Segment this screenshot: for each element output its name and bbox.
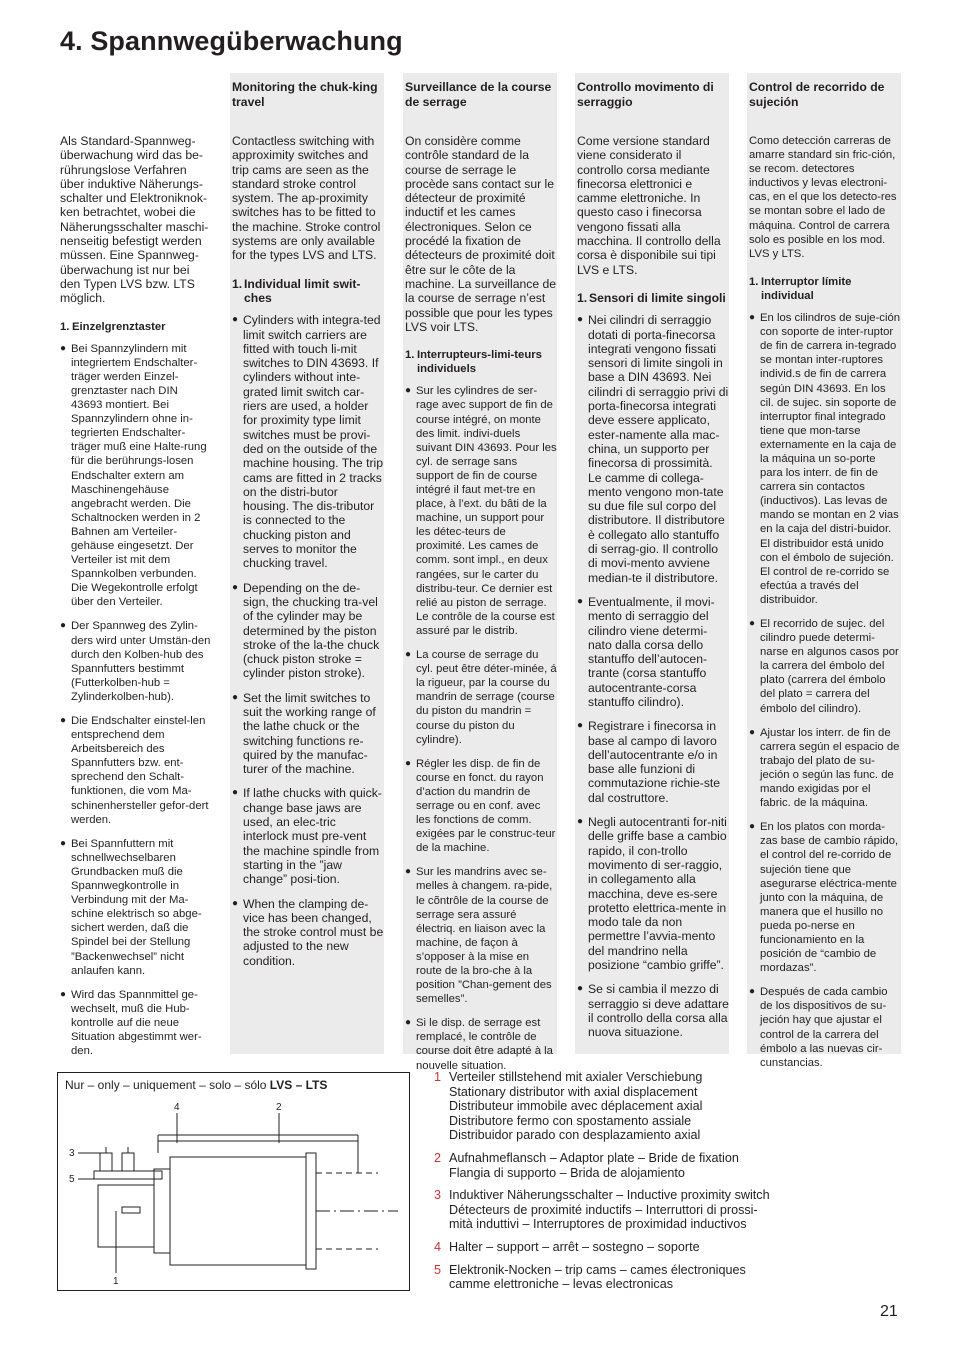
section-number: 1. xyxy=(405,349,415,362)
section-number: 1. xyxy=(60,320,70,333)
legend-number: 4 xyxy=(434,1239,442,1254)
figure-caption: Nur – only – uniquement – solo – sólo LVS – LTS xyxy=(65,1078,328,1092)
column-intro: Als Standard-Spannweg-überwachung wird das be-rührungslose Verfahren über induktive Näherungs-schalter und Elektroniknok-ken betrachtet, wobei die Näherungsschalter maschi-nenseitig befestigt werden müssen. Eine Spannweg-überwachung ist nur bei den Typen LVS bzw. LTS möglich. xyxy=(60,134,209,306)
legend-number: 5 xyxy=(434,1262,442,1277)
legend-item xyxy=(434,1070,814,1143)
bullet-item: ● Régler les disp. de fin de course en fonct. du rayon d’action du mandrin de serrage ou en conf. avec les fonctions de comm. exigées par le construc-teur de la machine. xyxy=(405,757,557,856)
bullet-item: ● Sur les mandrins avec se-melles à changem. ra-pide, le cõntrôle de la course de serrage sera assuré électriq. en liaison avec la machine, de façon à s’opposer à la mise en route de la bro-che à la position ”Chan-gement des semelles”. xyxy=(405,865,557,1006)
legend-number: 2 xyxy=(434,1150,442,1165)
callout-4: 4 xyxy=(174,1102,180,1113)
bullet-item: ● Bei Spannfuttern mit schnellwechselbaren Grundbacken muß die Spannwegkontrolle in Verbindung mit der Ma-schine elektrisch so abge-sichert werden, daß die Spindel bei der Stellung ”Backenwechsel” nicht anlaufen kann. xyxy=(60,837,212,978)
section-number: 1. xyxy=(749,275,759,288)
bullet-item: ● If lathe chucks with quick-change base jaws are used, an elec-tric interlock must pre-vent the machine spindle from starting in the ”jaw change” posi-tion. xyxy=(232,786,384,886)
bullet-item: ● Wird das Spannmittel ge-wechselt, muß die Hub-kontrolle auf die neue Situation abgestimmt wer-den. xyxy=(60,988,212,1058)
bullet-item: ● Se si cambia il mezzo di serraggio si deve adattare il controllo della corsa alla nuova situazione. xyxy=(577,982,729,1039)
column-heading: Surveillance de la course de serrage xyxy=(405,80,552,109)
callout-5: 5 xyxy=(69,1174,75,1185)
bullet-item: ● Registrare i finecorsa in base al campo di lavoro dell’autocentrante e/o in base alle funzioni di commutazione richie-ste dal costruttore. xyxy=(577,719,729,805)
legend-line: Halter – support – arrêt – sostegno – soporte xyxy=(449,1239,700,1254)
bullet-item: ● When the clamping de-vice has been changed, the stroke control must be adjusted to the new condition. xyxy=(232,897,384,968)
legend-item xyxy=(434,1151,814,1180)
legend-line: mità induttivi – Interruptores de proximidad inductivos xyxy=(449,1217,747,1232)
column-spanish xyxy=(747,73,901,1069)
legend-number: 1 xyxy=(434,1070,442,1084)
bullet-item: ● La course de serrage du cyl. peut être déter-minée, á la rigueur, par la course du mandrin de serrage (course du piston du mandrin = course du piston du cylindre). xyxy=(405,648,557,747)
section-title: Individual limit swit-ches xyxy=(244,276,361,305)
column-intro: On considère comme contrôle standard de la course de serrage le procède sans contact sur le détecteur de proximité inductif et les cames électroniques. Selon ce procédé la fixation de détecteurs de proximité doit être sur le côte de la machine. La surveillance de la course de serrage n’est possible que pour les types LVS voir LTS. xyxy=(405,134,557,334)
legend-number: 3 xyxy=(434,1188,442,1203)
legend-item xyxy=(434,1263,814,1292)
legend-line: Distributeur immobile avec déplacement axial xyxy=(449,1099,703,1114)
bullet-item: ● Depending on the de-sign, the chucking tra-vel of the cylinder may be determined by the piston stroke of the la-the chuck (chuck piston stroke = cylinder piston stroke). xyxy=(232,581,384,681)
legend-item xyxy=(434,1188,814,1232)
bullet-item: ● Ajustar los interr. de fin de carrera según el espacio de trabajo del plato de su-jeción o según las func. de mando exigidas por el fabric. de la máquina. xyxy=(749,726,901,811)
legend-line: Flangia di supporto – Brida de alojamiento xyxy=(449,1165,685,1180)
column-heading: Controllo movimento di serraggio xyxy=(577,80,714,109)
legend-line: Détecteurs de proximité inductifs – Interruttori di prossi- xyxy=(449,1202,758,1217)
column-intro: Come versione standard viene considerato il controllo corsa mediante finecorsa elettronici e camme elettroniche. In questo caso i finecorsa vengono fissati alla macchina. Il controllo della corsa è disponibile sui tipi LVS e LTS. xyxy=(577,134,721,277)
callout-1: 1 xyxy=(113,1276,119,1287)
page-title: 4. Spannwegüberwachung xyxy=(60,26,403,56)
section-title: Interruptor límite individual xyxy=(761,275,852,302)
section-number: 1. xyxy=(232,276,243,291)
column-heading xyxy=(60,80,212,122)
legend-line: Induktiver Näherungsschalter – Inductive proximity switch xyxy=(449,1188,770,1203)
legend-line: Distribuidor parado con desplazamiento axial xyxy=(449,1128,701,1143)
column-french xyxy=(403,73,557,1072)
bullet-item: ● Bei Spannzylindern mit integriertem Endschalter-träger werden Einzel-grenztaster nach DIN 43693 montiert. Bei Spannzylindern ohne in-tegrierten Endschalter-träger muß eine Halte-rung für die berührungs-losen Endschalter extern am Maschinengehäuse angebracht werden. Die Schaltnocken werden in 2 Bahnen am Verteiler-gehäuse eingesetzt. Der Verteiler ist mit dem Spannkolben verbunden. Die Wegekontrolle erfolgt über den Verteiler. xyxy=(60,342,212,610)
bullet-item: ● Set the limit switches to suit the working range of the lathe chuck or the switching functions re-quired by the manufac-turer of the machine. xyxy=(232,691,384,777)
bullet-item: ● En los cilindros de suje-ción con soporte de inter-ruptor de fin de carrera in-tegrado se montan inter-ruptores individ.s de fin de carrera según DIN 43693. En los cil. de sujec. sin soporte de interruptor final integrado tiene que mon-tarse externamente en la caja de la máquina un so-porte para los interr. de fin de carrera sin contactos (inductivos). Las levas de mando se montan en 2 vias en la caja del distri-buidor. El distribuidor está unido con el émbolo de sujeción. El control de re-corrido se efectúa a través del distribuidor. xyxy=(749,311,901,607)
legend-line: Stationary distributor with axial displacement xyxy=(449,1084,698,1099)
legend-line: Elektronik-Nocken – trip cams – cames électroniques xyxy=(449,1262,746,1277)
section-title: Interrupteurs-limi-teurs individuels xyxy=(417,349,542,376)
bullet-item: ● Cylinders with integra-ted limit switch carriers are fitted with touch li-mit switches to DIN 43693. If cylinders without inte-grated limit switch car-riers are used, a holder for proximity type limit switches must be provi-ded on the outside of the machine housing. The trip cams are fitted in 2 tracks on the distri-butor housing. The dis-tributor is connected to the chucking piston and serves to monitor the chucking travel. xyxy=(232,313,384,570)
bullet-item: ● Eventualmente, il movi-mento di serraggio del cilindro viene determi-nato dalla corsa dello stantuffo dell’autocen-trante (corsa stantuffo autocentrante-corsa stantuffo cilindro). xyxy=(577,595,729,709)
column-intro: Contactless switching with approximity switches and trip cams are seen as the standard stroke control system. The ap-proximity switches has to be fitted to the machine. Stroke control systems are only available for the types LVS and LTS. xyxy=(232,134,381,263)
legend-item xyxy=(434,1240,814,1255)
bullet-item: ● Negli autocentranti for-niti delle griffe base a cambio rapido, il con-trollo movimento di ser-raggio, in collegamento alla macchina, deve es-sere protetto elettrica-mente in modo tale da non permettre l’avvia-mento del mandrino nella posizione “cambio griffe”. xyxy=(577,815,729,972)
callout-3: 3 xyxy=(69,1148,75,1159)
bullet-item: ● Después de cada cambio de los dispositivos de su-jeción hay que ajustar el control de la carrera del émbolo a las nuevas cir-cunstancias. xyxy=(749,985,901,1070)
bullet-item: ● Sur les cylindres de ser-rage avec support de fin de course intégré, on monte des limit. indivi-duels suivant DIN 43693. Pour les cyl. de serrage sans support de fin de course intégré il faut met-tre en place, à l’ext. du bâti de la machine, un support pour les détec-teurs de proximité. Les cames de comm. sont impl., en deux rangées, sur le carter du distribu-teur. Ce dernier est relié au piston de serrage. Le contrôle de la course est assuré par le distrib. xyxy=(405,384,557,638)
bullet-item: ● El recorrido de sujec. del cilindro puede determi-narse en algunos casos por la carrera del émbolo del plato (carrera del émbolo del plato = carrera del émbolo del cilindro). xyxy=(749,617,901,716)
bullet-item: ● Die Endschalter einstel-len entsprechend dem Arbeitsbereich des Spannfutters bzw. ent-sprechend den Schalt-funktionen, die vom Ma-schinenhersteller gefor-dert werden. xyxy=(60,714,212,827)
legend-line: Distributore fermo con spostamento assiale xyxy=(449,1113,692,1128)
technical-drawing xyxy=(57,1072,410,1291)
section-number: 1. xyxy=(577,290,588,305)
column-english xyxy=(230,73,384,1054)
figure-caption-types: LVS – LTS xyxy=(269,1078,328,1092)
section-title: Sensori di limite singoli xyxy=(589,290,726,305)
bullet-item: ● Der Spannweg des Zylin-ders wird unter Umstän-den durch den Kolben-hub des Spannfutters bestimmt (Futterkolben-hub = Zylinderkolben-hub). xyxy=(60,619,212,704)
callout-2: 2 xyxy=(276,1102,282,1113)
legend-line: Verteiler stillstehend mit axialer Verschiebung xyxy=(449,1070,703,1084)
column-heading: Monitoring the chuk-king travel xyxy=(232,80,378,109)
column-intro: Como detección carreras de amarre standard sin fric-ción, se recom. detectores inductivos y levas electroni-cas, en el que los detecto-res se montan sobre el lado de máquina. Control de carrera solo es posible en los mod. LVS y LTS. xyxy=(749,135,897,260)
column-heading: Control de recorrido de sujeción xyxy=(749,80,885,109)
bullet-item: ● En los platos con morda-zas base de cambio rápido, el control del re-corrido de sujeción tiene que asegurarse eléctrica-mente junto con la máquina, de manera que el husillo no pueda po-nerse en funcionamiento en la posición de “cambio de mordazas”. xyxy=(749,820,901,975)
cylinder-drawing xyxy=(58,1073,411,1292)
page-number: 21 xyxy=(880,1303,898,1320)
legend-line: Aufnahmeflansch – Adaptor plate – Bride de fixation xyxy=(449,1150,739,1165)
column-italian xyxy=(575,73,729,1054)
legend-line: camme elettroniche – levas electronicas xyxy=(449,1277,673,1292)
figure-legend xyxy=(434,1070,814,1300)
bullet-item: ● Si le disp. de serrage est remplacé, le contrôle de course doit être adapté à la nouvelle situation. xyxy=(405,1016,557,1072)
column-german xyxy=(58,73,212,1058)
section-title: Einzelgrenztaster xyxy=(72,320,166,333)
bullet-item: ● Nei cilindri di serraggio dotati di porta-finecorsa integrati vengono fissati sensori di limite singoli in base a DIN 43693. Nei cilindri di serraggio privi di porta-finecorsa integrati deve essere applicato, ester-namente alla mac-china, un supporto per finecorsa di prossimità. Le camme di collega-mento vengono mon-tate su due file sul corpo del distributore. Il distributore è collegato allo stantuffo di serrag-gio. Il controllo di movi-mento avviene median-te il distributore. xyxy=(577,313,729,585)
